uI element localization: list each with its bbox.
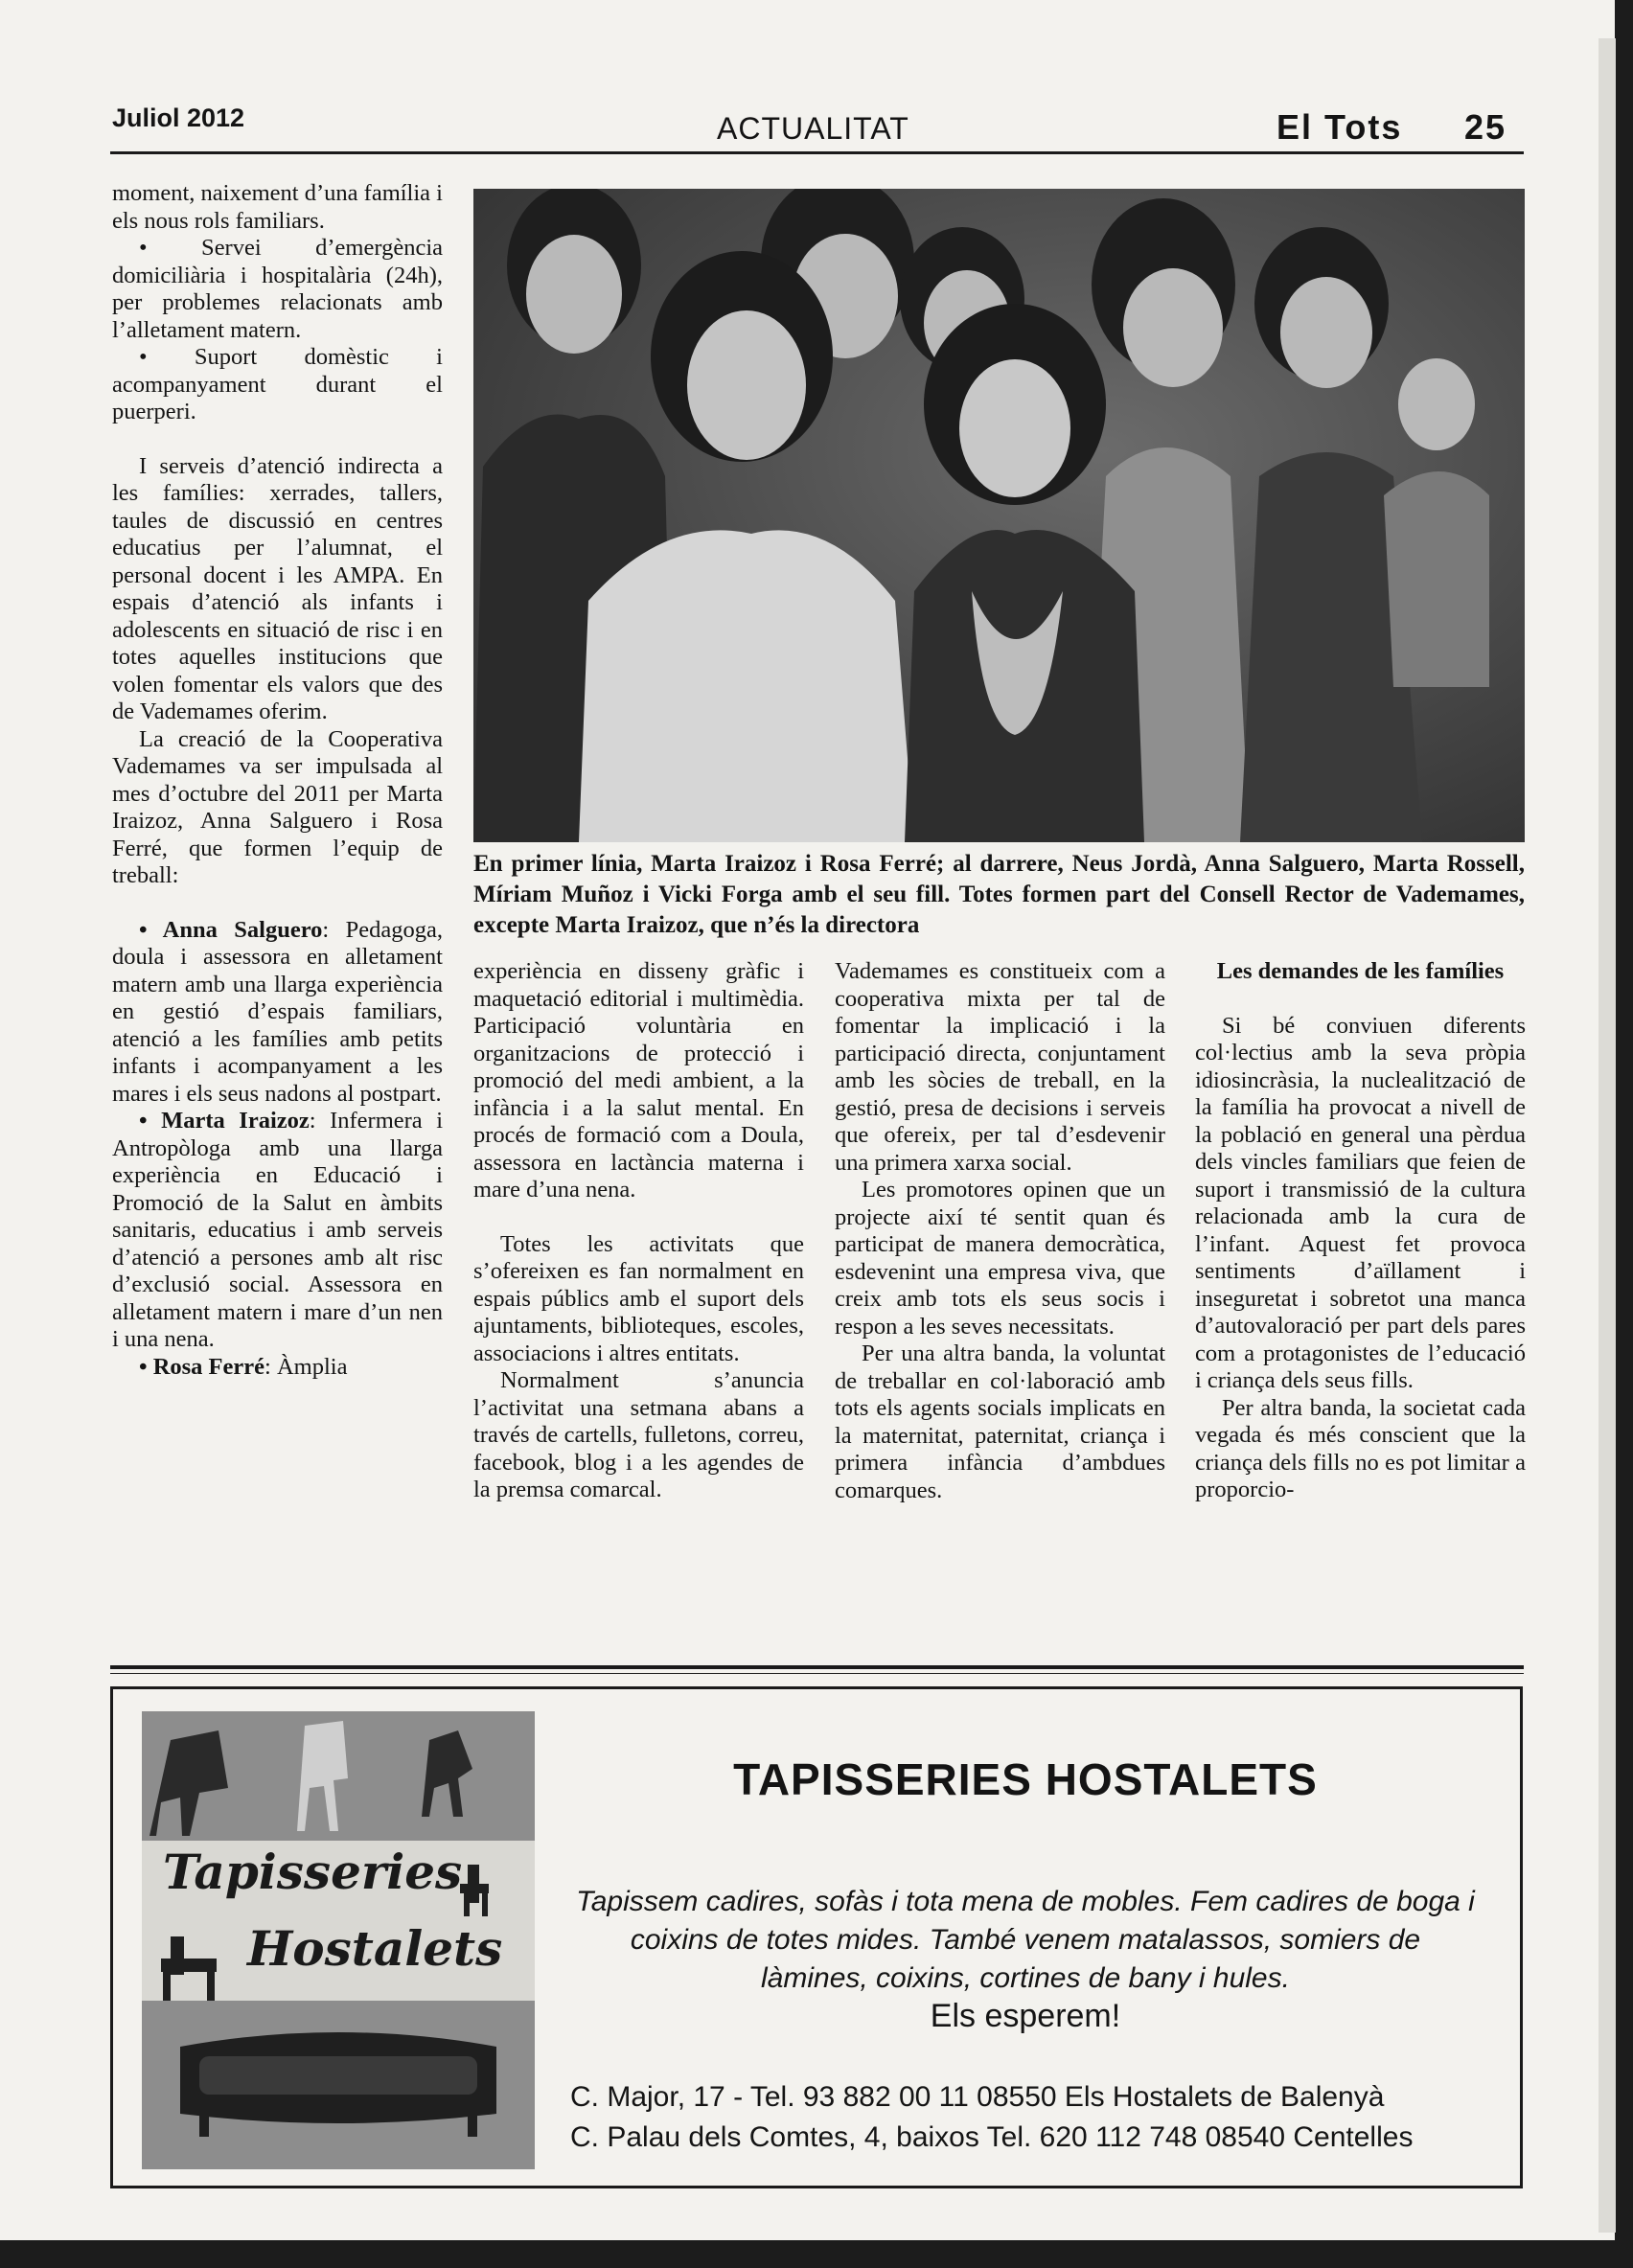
section-subheading: Les demandes de les famílies — [1216, 958, 1505, 984]
member-name: • Marta Iraizoz — [139, 1108, 310, 1134]
paragraph: moment, naixement d’una família i els nous rols familiars. — [112, 180, 443, 234]
member-name: • Anna Salguero — [139, 916, 323, 943]
paragraph: • Suport domèstic i acompanyament durant el puerperi. — [112, 344, 443, 424]
paragraph: I serveis d’atenció indirecta a les famílies: xerrades, tallers, taules de discussió en centres educatius per l’alumnat, el personal docent i les AMPA. En espais d’atenció als infants i adolescents en situació de risc i en totes aquelles institucions que volen fomentar els valors que des de Vademames oferim. — [112, 452, 443, 724]
ad-address-2: C. Palau dels Comtes, 4, baixos Tel. 620 112 748 08540 Centelles — [570, 2121, 1414, 2153]
paragraph: Si bé conviuen diferents col·lectius amb la seva pròpia idiosincràsia, la nuclealització de la família ha provocat a nivell de la població en general una pèrdua dels vincles familiars que feien de suport i transmissió de la cultura relacionada amb la cura de l’infant. Aquest fet provoca sentiments d’aïllament i inseguretat i sobretot una manca d’autovaloració per part dels pares com a protagonistes de l’educació i criança dels seus fills. — [1195, 1012, 1526, 1393]
team-member-anna — [112, 917, 443, 1109]
paragraph: Per altra banda, la societat cada vegada és més conscient que la criança dels fills no es pot limitar a proporcio- — [1195, 1394, 1526, 1502]
article-column-4 — [1195, 958, 1526, 1504]
page-number: 25 — [1464, 107, 1507, 147]
ad-divider-thin — [110, 1673, 1524, 1674]
group-photo — [473, 189, 1525, 842]
paragraph: Normalment s’anuncia l’activitat una setmana abans a través de cartells, fulletons, correu, facebook, blog i a les agendes de la premsa comarcal. — [473, 1367, 804, 1502]
team-member-marta — [112, 1108, 443, 1354]
ad-divider-thick — [110, 1665, 1524, 1669]
ad-logo-line1: Tapisseries — [163, 1844, 463, 1900]
page-edge — [1598, 38, 1616, 2233]
ad-logo-image — [142, 1711, 535, 2169]
paragraph: Totes les activitats que s’ofereixen es fan normalment en espais públics amb el suport dels ajuntaments, biblioteques, escoles, associacions i altres entitats. — [473, 1230, 804, 1366]
paragraph: • Servei d’emergència domiciliària i hospitalària (24h), per problemes relacionats amb l’alletament matern. — [112, 235, 443, 343]
ad-address-1: C. Major, 17 - Tel. 93 882 00 11 08550 Els Hostalets de Balenyà — [570, 2081, 1385, 2113]
paragraph: experiència en disseny gràfic i maquetació editorial i multimèdia. Participació voluntària en organitzacions de protecció i promoció del medi ambient, a la infància i a la salut mental. En procés de formació com a Doula, assessora en lactància materna i mare d’una nena. — [473, 958, 804, 1203]
section-title: ACTUALITAT — [717, 111, 909, 146]
publication-name: El Tots — [1276, 107, 1403, 147]
paragraph: Les promotores opinen que un projecte així té sentit quan és participat de manera democràtica, esdevenint una empresa viva, que creix amb tots els seus socis i respon a les seves necessitats. — [835, 1177, 1165, 1340]
member-description: : Pedagoga, doula i assessora en alletament matern amb una llarga experiència en gestió d’espais familiars, atenció a les famílies amb petits infants i acompanyament a les mares i els seus nadons al postpart. — [112, 916, 443, 1107]
member-description: : Àmplia — [264, 1353, 348, 1380]
member-description: : Infermera i Antropòloga amb una llarga experiència en Educació i Promoció de la Salut en àmbits sanitaris, educatius i amb serveis d’atenció a persones amb alt risc d’exclusió social. Assessora en alletament matern i mare d’un nen i una nena. — [112, 1108, 443, 1352]
photo-caption: En primer línia, Marta Iraizoz i Rosa Ferré; al darrere, Neus Jordà, Anna Salguero, Marta Rossell, Míriam Muñoz i Vicki Forga amb el seu fill. Totes formen part del Consell Rector de Vademames, excepte Marta Iraizoz, que n’és la directora — [473, 851, 1525, 938]
header-divider — [110, 151, 1524, 154]
article-column-1 — [112, 180, 443, 1381]
paragraph: Vademames es constitueix com a cooperativa mixta per tal de fomentar la implicació i la participació directa, conjuntament amb les sòcies de treball, en la gestió, presa de decisions i serveis que ofereix, per tal d’esdevenir una primera xarxa social. — [835, 958, 1165, 1176]
issue-date: Juliol 2012 — [112, 103, 245, 132]
member-name: • Rosa Ferré — [139, 1353, 265, 1380]
ad-closing: Els esperem! — [930, 1998, 1121, 2034]
article-column-2 — [473, 958, 804, 1504]
paragraph: La creació de la Cooperativa Vademames va ser impulsada al mes d’octubre del 2011 per Marta Iraizoz, Anna Salguero i Rosa Ferré, que formen l’equip de treball: — [112, 725, 443, 888]
article-column-3 — [835, 958, 1165, 1504]
paragraph: Per una altra banda, la voluntat de treballar en col·laboració amb tots els agents socials implicats en la maternitat, paternitat, criança i primera infància d’ambdues comarques. — [835, 1340, 1165, 1503]
ad-description: Tapissem cadires, sofàs i tota mena de mobles. Fem cadires de boga i coixins de totes mides. També venem matalassos, somiers de làmines, coixins, cortines de bany i hules. — [576, 1886, 1475, 1994]
team-member-rosa — [112, 1354, 443, 1382]
group-photo-illustration — [473, 189, 1525, 842]
ad-title: TAPISSERIES HOSTALETS — [733, 1754, 1318, 1804]
ad-logo-line2: Hostalets — [247, 1920, 503, 1977]
